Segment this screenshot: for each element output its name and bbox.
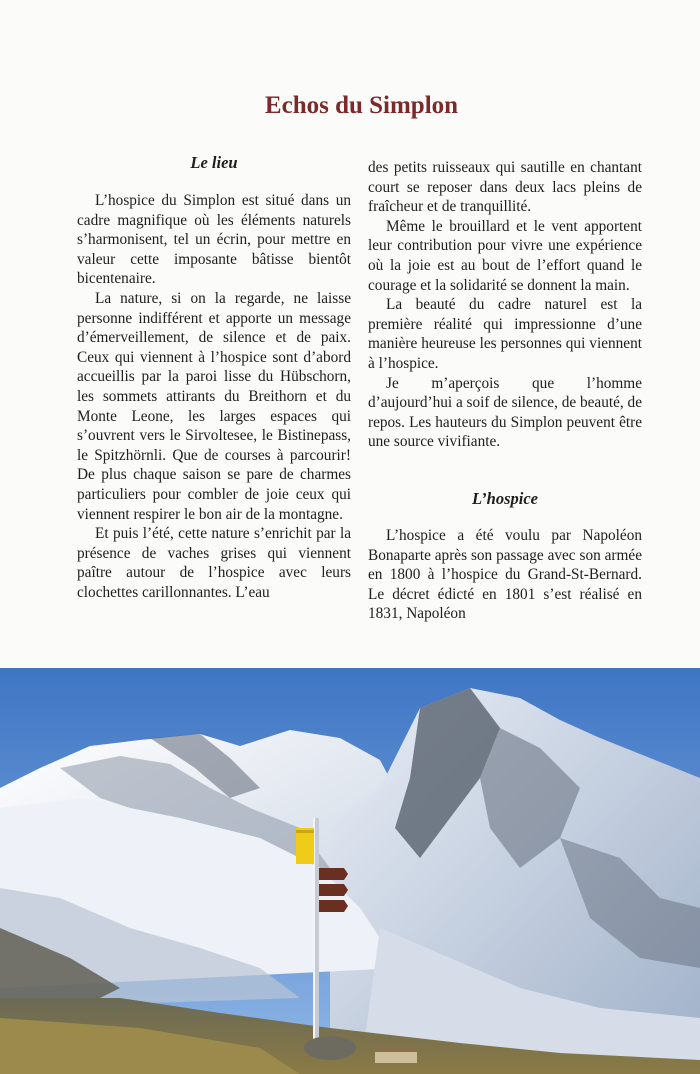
mountain-landscape-illustration <box>0 668 700 1074</box>
section-heading-le-lieu: Le lieu <box>190 153 238 172</box>
paragraph: Je m’aperçois que l’homme d’aujourd’hui a soif de silence, de beauté, de repos. Les hauteurs du Simplon peuvent être une source vivifiante. <box>368 374 642 451</box>
paragraph: La nature, si on la regarde, ne laisse personne indifférent et apporte un message d’émerveillement, de silence et de paix. Ceux qui viennent à l’hospice sont d’abord accueillis par la paroi lisse du Hübschorn, les sommets attirants du Breithorn et du Monte Leone, les larges espaces qui s’ouvrent vers le Sirvoltesee, le Bistinepass, le Spitzhörnli. Que de courses à parcourir! De plus chaque saison se pare de charmes particuliers pour combler de joie ceux qui viennent respirer le bon air de la montagne. <box>77 289 351 523</box>
page-title: Echos du Simplon <box>264 92 459 119</box>
paragraph: Même le brouillard et le vent apportent leur contribution pour vivre une expérience où la joie est au bout de l’effort quand le courage et la solidarité se donnent la main. <box>368 217 642 294</box>
right-column <box>368 158 642 624</box>
section-heading-l-hospice: L’hospice <box>472 488 538 508</box>
mountain-photo <box>0 668 700 1074</box>
paragraph: L’hospice a été voulu par Napoléon Bonaparte après son passage avec son armée en 1800 à l’hospice du Grand-St-Bernard. Le décret édicté en 1801 s’est réalisé en 1831, Napoléon <box>368 526 642 623</box>
paragraph: Et puis l’été, cette nature s’enrichit par la présence de vaches grises qui viennent paître autour de l’hospice avec leurs clochettes carillonnantes. L’eau <box>77 525 351 601</box>
left-column <box>77 153 351 602</box>
paragraph: La beauté du cadre naturel est la première réalité qui impressionne d’une manière heureuse les personnes qui viennent à l’hospice. <box>368 296 642 372</box>
paragraph: L’hospice du Simplon est situé dans un cadre magnifique où les éléments naturels s’harmonisent, tel un écrin, pour mettre en valeur cette imposante bâtisse bientôt bicentenaire. <box>77 192 351 288</box>
paragraph-continued: des petits ruisseaux qui sautille en chantant court se reposer dans deux lacs pleins de fraîcheur et de tranquillité. <box>368 159 642 216</box>
